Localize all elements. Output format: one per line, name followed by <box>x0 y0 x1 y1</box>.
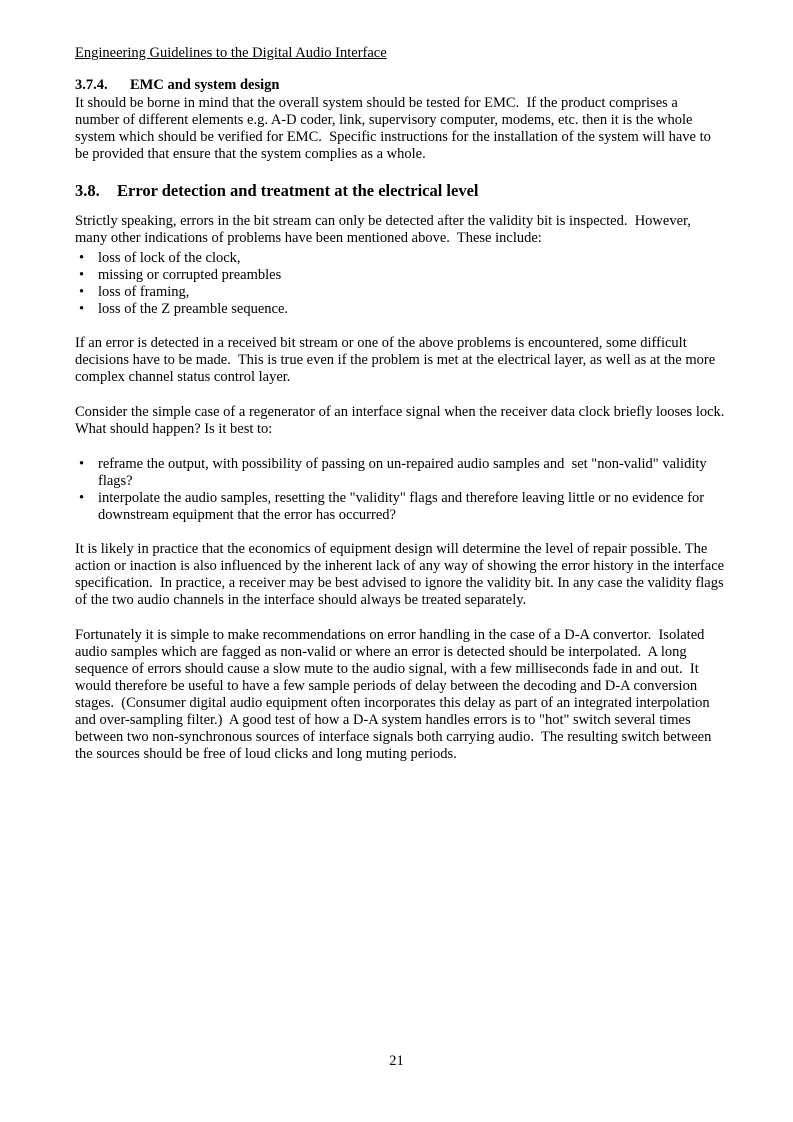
paragraph-economics: It is likely in practice that the economics of equipment design will determine the level of repair possible. The action or inaction is also influenced by the inherent lack of any way of showing the error history in the interface specification. In practice, a receiver may be best advised to ignore the validity bit. In any case the validity flags of the two audio channels in the interface should always be treated separately. <box>75 541 728 608</box>
section-number: 3.8. <box>75 181 100 200</box>
section-title: EMC and system design <box>130 77 280 93</box>
options-list <box>75 456 725 524</box>
list-item: • missing or corrupted preambles <box>75 267 725 284</box>
section-heading-3-7-4 <box>75 76 725 94</box>
list-item: • interpolate the audio samples, resetting the "validity" flags and therefore leaving little or no evidence for downstream equipment that the error has occurred? <box>75 490 725 524</box>
list-item: • reframe the output, with possibility of passing on un-repaired audio samples and set "non-valid" validity flags? <box>75 456 725 490</box>
paragraph-emc-body: It should be borne in mind that the overall system should be tested for EMC. If the product comprises a number of different elements e.g. A-D coder, link, supervisory computer, modems, etc. then it is the whole system which should be verified for EMC. Specific instructions for the installation of the system will have to be provided that ensure that the system complies as a whole. <box>75 95 715 162</box>
paragraph-error-detected: If an error is detected in a received bit stream or one of the above problems is encountered, some difficult decisions have to be made. This is true even if the problem is met at the electrical layer, as well as at the more complex channel status control layer. <box>75 335 719 385</box>
paragraph-consider-regenerator: Consider the simple case of a regenerator of an interface signal when the receiver data clock briefly looses lock. What should happen? Is it best to: <box>75 404 728 437</box>
running-header: Engineering Guidelines to the Digital Audio Interface <box>75 45 387 61</box>
section-number: 3.7.4. <box>75 77 108 93</box>
page-number: 21 <box>389 1053 404 1069</box>
paragraph-fortunately: Fortunately it is simple to make recommendations on error handling in the case of a D-A convertor. Isolated audio samples which are fagged as non-valid or where an error is detected should be interpolated. A long sequence of errors should cause a slow mute to the audio signal, with a few milliseconds fade in and out. It would therefore be useful to have a few sample periods of delay between the decoding and D-A conversion stages. (Consumer digital audio equipment often incorporates this delay as part of an integrated interpolation and over-sampling filter.) A good test of how a D-A system handles errors is to "hot" switch several times between two non-synchronous sources of interface signals both carrying audio. The resulting switch between the sources should be free of loud clicks and long muting periods. <box>75 627 715 762</box>
list-item: • loss of the Z preamble sequence. <box>75 301 725 318</box>
paragraph-strictly-speaking: Strictly speaking, errors in the bit stream can only be detected after the validity bit is inspected. However, many other indications of problems have been mentioned above. These include: <box>75 213 695 246</box>
section-heading-3-8 <box>75 181 725 201</box>
section-title: Error detection and treatment at the electrical level <box>117 181 479 200</box>
list-item: • loss of framing, <box>75 284 725 301</box>
list-item: • loss of lock of the clock, <box>75 250 725 267</box>
indications-list <box>75 250 725 318</box>
